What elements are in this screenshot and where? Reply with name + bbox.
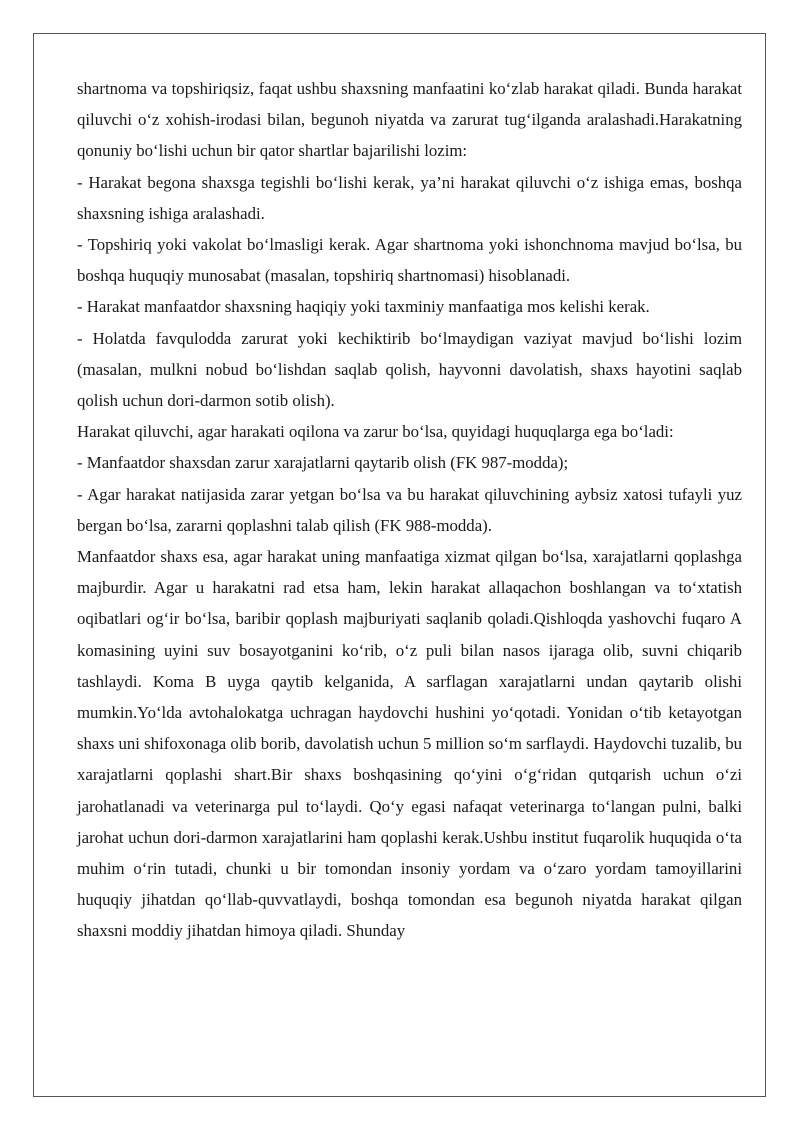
list-item-right-1: - Manfaatdor shaxsdan zarur xarajatlarni qaytarib olish (FK 987-modda); — [77, 453, 569, 473]
list-item-condition-4: - Holatda favqulodda zarurat yoki kechiktirib bo‘lmaydigan vaziyat mavjud bo‘lishi lozim (masalan, mulkni nobud bo‘lishdan saqlab qolish, hayvonni davolatish, shaxs hayotini saqlab qolish uchun dori-darmon sotib olish). — [77, 328, 742, 411]
list-item-condition-3: - Harakat manfaatdor shaxsning haqiqiy yoki taxminiy manfaatiga mos kelishi kerak. — [77, 297, 650, 317]
list-item-condition-2: - Topshiriq yoki vakolat bo‘lmasligi kerak. Agar shartnoma yoki ishonchnoma mavjud bo‘lsa, bu boshqa huquqiy munosabat (masalan, topshiriq shartnomasi) hisoblanadi. — [77, 235, 742, 286]
paragraph-intro: shartnoma va topshiriqsiz, faqat ushbu shaxsning manfaatini ko‘zlab harakat qiladi. Bunda harakat qiluvchi o‘z xohish-irodasi bilan, begunoh niyatda va zarurat tug‘ilganda aralashadi.Harakatning qonuniy bo‘lishi uchun bir qator shartlar bajarilishi lozim: — [77, 79, 742, 161]
list-item-right-2: - Agar harakat natijasida zarar yetgan bo‘lsa va bu harakat qiluvchining aybsiz xatosi tufayli yuz bergan bo‘lsa, zararni qoplashni talab qilish (FK 988-modda). — [77, 484, 742, 535]
paragraph-obligations-examples: Manfaatdor shaxs esa, agar harakat uning manfaatiga xizmat qilgan bo‘lsa, xarajatlarni qoplashga majburdir. Agar u harakatni rad etsa ham, lekin harakat allaqachon boshlangan va to‘xtatish oqibatlari og‘ir bo‘lsa, baribir qoplash majburiyati saqlanib qoladi.Qishloqda yashovchi fuqaro A komasining uyini suv bosayotganini ko‘rib, o‘z puli bilan nasos ijaraga olib, suvni chiqarib tashlaydi. Koma B uyga qaytib kelganida, A sarflagan xarajatlarni undan qaytarib olishi mumkin.Yo‘lda avtohalokatga uchragan haydovchi hushini yo‘qotadi. Yonidan o‘tib ketayotgan shaxs uni shifoxonaga olib borib, davolatish uchun 5 million so‘m sarflaydi. Haydovchi tuzalib, bu xarajatlarni qoplashi shart.Bir shaxs boshqasining qo‘yini o‘g‘ridan qutqarish uchun o‘zi jarohatlanadi va veterinarga pul to‘laydi. Qo‘y egasi nafaqat veterinarga to‘langan pulni, balki jarohat uchun dori-darmon xarajatlarini ham qoplashi kerak.Ushbu institut fuqarolik huquqida o‘ta muhim o‘rin tutadi, chunki u bir tomondan insoniy yordam va o‘zaro yordam tamoyillarini huquqiy jihatdan qo‘llab-quvvatlaydi, boshqa tomondan esa begunoh niyatda harakat qilgan shaxsni moddiy jihatdan himoya qiladi. Shunday — [77, 547, 742, 941]
list-item-condition-1: - Harakat begona shaxsga tegishli bo‘lishi kerak, ya’ni harakat qiluvchi o‘z ishiga emas, boshqa shaxsning ishiga aralashadi. — [77, 172, 742, 223]
document-body — [77, 73, 742, 947]
paragraph-rights-intro: Harakat qiluvchi, agar harakati oqilona va zarur bo‘lsa, quyidagi huquqlarga ega bo‘ladi: — [77, 422, 674, 442]
